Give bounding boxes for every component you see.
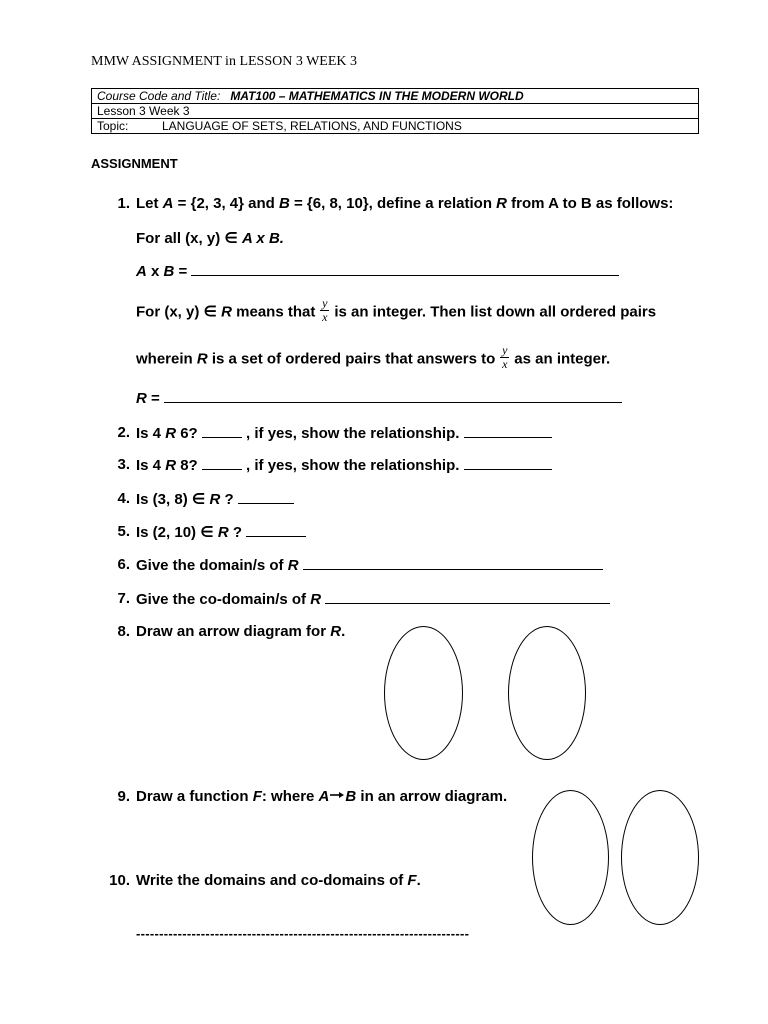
fraction-y-over-x: $\frac{y}{x}$: [502, 343, 508, 371]
answer-blank[interactable]: [164, 389, 622, 403]
topic-row: [92, 119, 699, 134]
q1-line-5: wherein R is a set of ordered pairs that answers to $\frac{y}{x}$ as an integer.: [136, 343, 611, 371]
q1-line-3: A x B =: [136, 262, 619, 280]
answer-dashed-line[interactable]: ------------------------------------------------------------------------: [136, 926, 470, 941]
question-number: 10.: [109, 872, 130, 889]
topic-value: LANGUAGE OF SETS, RELATIONS, AND FUNCTIONS: [162, 119, 462, 133]
answer-blank[interactable]: [464, 456, 552, 470]
assignment-heading: ASSIGNMENT: [91, 156, 178, 171]
q7-text: Give the co-domain/s of R: [136, 590, 610, 608]
answer-blank[interactable]: [202, 424, 242, 438]
answer-blank[interactable]: [303, 556, 603, 570]
question-number: 3.: [117, 456, 130, 473]
course-info-table: [91, 88, 699, 134]
question-number: 8.: [117, 623, 130, 640]
answer-blank[interactable]: [325, 590, 610, 604]
q9-text: Draw a function F: where A B in an arrow diagram.: [136, 788, 508, 805]
question-number: 1.: [117, 195, 130, 212]
q1-line-2: For all (x, y) ∈ A x B.: [136, 230, 284, 247]
answer-blank[interactable]: [246, 523, 306, 537]
function-diagram-codomain-oval[interactable]: [621, 790, 699, 925]
q6-text: Give the domain/s of R: [136, 556, 603, 574]
q4-text: Is (3, 8) ∈ R ?: [136, 490, 294, 508]
arrow-right-icon: [330, 792, 344, 798]
answer-blank[interactable]: [238, 490, 294, 504]
lesson-label: Lesson 3 Week 3: [97, 104, 190, 118]
q2-text: Is 4 R 6? , if yes, show the relationship.: [136, 424, 552, 442]
question-number: 2.: [117, 424, 130, 441]
q3-text: Is 4 R 8? , if yes, show the relationship.: [136, 456, 552, 474]
q5-text: Is (2, 10) ∈ R ?: [136, 523, 306, 541]
question-number: 4.: [117, 490, 130, 507]
question-number: 6.: [117, 556, 130, 573]
fraction-y-over-x: $\frac{y}{x}$: [322, 296, 328, 324]
arrow-diagram-set-a-oval[interactable]: [384, 626, 463, 760]
question-number: 5.: [117, 523, 130, 540]
arrow-diagram-set-b-oval[interactable]: [508, 626, 586, 760]
page-header: MMW ASSIGNMENT in LESSON 3 WEEK 3: [91, 54, 358, 69]
course-row: [92, 89, 699, 104]
answer-blank[interactable]: [464, 424, 552, 438]
course-label: Course Code and Title:: [97, 89, 221, 103]
function-diagram-domain-oval[interactable]: [532, 790, 609, 925]
q10-text: Write the domains and co-domains of F.: [136, 872, 421, 889]
course-value: MAT100 – MATHEMATICS IN THE MODERN WORLD: [230, 89, 524, 103]
question-number: 9.: [117, 788, 130, 805]
answer-blank[interactable]: [202, 456, 242, 470]
topic-label: Topic:: [97, 119, 129, 133]
answer-blank[interactable]: [191, 262, 619, 276]
q8-text: Draw an arrow diagram for R.: [136, 623, 346, 640]
question-number: 7.: [117, 590, 130, 607]
lesson-row: [92, 104, 699, 119]
q1-line-4: For (x, y) ∈ R means that $\frac{y}{x}$ is an integer. Then list down all ordered pairs: [136, 296, 657, 324]
q1-line-6: R =: [136, 389, 622, 407]
q1-line-1: Let A = {2, 3, 4} and B = {6, 8, 10}, define a relation R from A to B as follows:: [136, 195, 674, 212]
